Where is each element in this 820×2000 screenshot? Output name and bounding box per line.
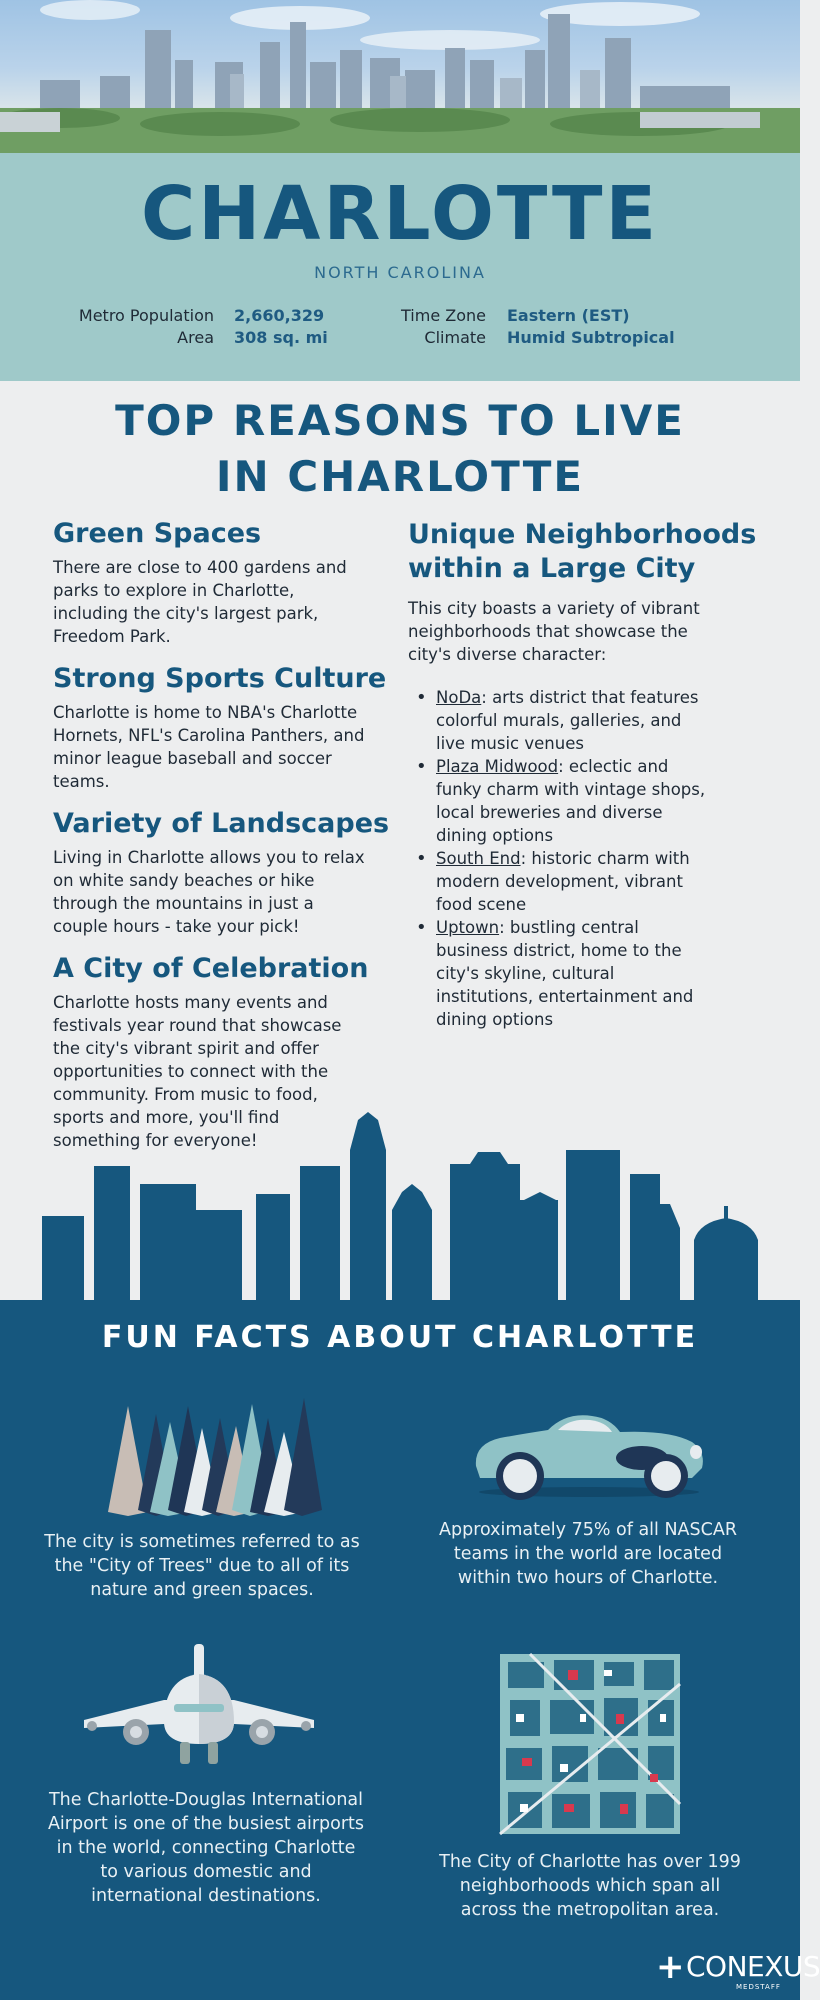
stat-value: Humid Subtropical <box>507 328 675 347</box>
heading-neighborhoods-line2: within a Large City <box>408 553 696 584</box>
text-neighborhoods-intro: This city boasts a variety of vibrant neighborhoods that showcase the city's diverse character: <box>408 599 700 664</box>
stat-value: Eastern (EST) <box>507 306 630 325</box>
neighborhood-name: NoDa <box>436 688 482 707</box>
city-title: CHARLOTTE <box>140 171 660 257</box>
text-celebration: Charlotte hosts many events and festivals year round that showcase the city's vibrant spirit and offer opportunities to connect with the community. From music to food, sports and more, you'll find something for everyone! <box>53 993 342 1150</box>
stat-value: 308 sq. mi <box>234 328 328 347</box>
stat-value: 2,660,329 <box>234 306 325 325</box>
fun-facts-title: FUN FACTS ABOUT CHARLOTTE <box>101 1320 699 1355</box>
heading-neighborhoods <box>408 518 756 586</box>
hero-skyline-photo <box>0 0 800 153</box>
text-green-spaces: There are close to 400 gardens and parks to explore in Charlotte, including the city's largest park, Freedom Park. <box>53 558 347 646</box>
logo-tagline: MEDSTAFF <box>736 1983 781 1991</box>
stat-climate <box>316 327 675 349</box>
stat-metro-population <box>44 305 325 327</box>
list-item <box>414 686 714 755</box>
heading-neighborhoods-line1: Unique Neighborhoods <box>408 519 757 550</box>
airplane-icon <box>84 1644 314 1770</box>
reasons-title-line2: IN CHARLOTTE <box>215 452 585 501</box>
stat-label: Metro Population <box>78 306 214 325</box>
stat-label: Area <box>177 328 214 347</box>
city-map-icon <box>500 1654 680 1834</box>
trees-icon <box>108 1392 322 1516</box>
fact-neighborhoods: The City of Charlotte has over 199 neighborhoods which span all across the metropolitan area. <box>439 1852 741 1920</box>
skyline-photo-illustration <box>0 0 800 153</box>
list-item <box>414 916 714 1031</box>
heading-green-spaces: Green Spaces <box>53 518 262 549</box>
reasons-title <box>0 393 800 505</box>
stat-area <box>44 327 328 349</box>
neighborhood-desc: : eclectic and funky charm with vintage shops, local breweries and diverse dining options <box>436 757 706 845</box>
neighborhood-name: Uptown <box>436 918 500 937</box>
stat-label: Time Zone <box>401 306 486 325</box>
text-landscapes: Living in Charlotte allows you to relax on white sandy beaches or hike through the mountains in just a couple hours - take your pick! <box>53 848 365 936</box>
logo-wordmark: CONEXUS <box>686 1950 820 1983</box>
neighborhood-desc: : arts district that features colorful murals, galleries, and live music venues <box>436 688 699 753</box>
stat-time-zone <box>316 305 630 327</box>
neighborhood-desc: : historic charm with modern development, vibrant food scene <box>436 849 690 914</box>
title-band <box>0 153 800 381</box>
heading-sports-culture: Strong Sports Culture <box>53 663 387 694</box>
race-car-icon <box>470 1408 708 1498</box>
list-item <box>414 847 714 916</box>
neighborhood-name: Plaza Midwood <box>436 757 559 776</box>
skyline-silhouette <box>0 1100 800 1310</box>
text-sports-culture: Charlotte is home to NBA's Charlotte Hornets, NFL's Carolina Panthers, and minor league baseball and soccer teams. <box>53 703 365 791</box>
fact-nascar: Approximately 75% of all NASCAR teams in the world are located within two hours of Charlotte. <box>439 1520 737 1588</box>
plus-icon: + <box>656 1947 685 1987</box>
stat-label: Climate <box>424 328 486 347</box>
list-item <box>414 755 714 847</box>
neighborhood-name: South End <box>436 849 521 868</box>
heading-celebration: A City of Celebration <box>53 953 369 984</box>
fact-city-of-trees: The city is sometimes referred to as the "City of Trees" due to all of its nature and green spaces. <box>44 1532 360 1600</box>
heading-landscapes: Variety of Landscapes <box>53 808 390 839</box>
neighborhood-list <box>414 686 714 1031</box>
fact-airport: The Charlotte-Douglas International Airport is one of the busiest airports in the world, connecting Charlotte to various domestic and international destinations. <box>47 1790 365 1906</box>
state-subtitle: NORTH CAROLINA <box>314 263 486 282</box>
neighborhood-desc: : bustling central business district, home to the city's skyline, cultural institutions, entertainment and dining options <box>436 918 694 1029</box>
reasons-title-line1: TOP REASONS TO LIVE <box>115 396 685 445</box>
